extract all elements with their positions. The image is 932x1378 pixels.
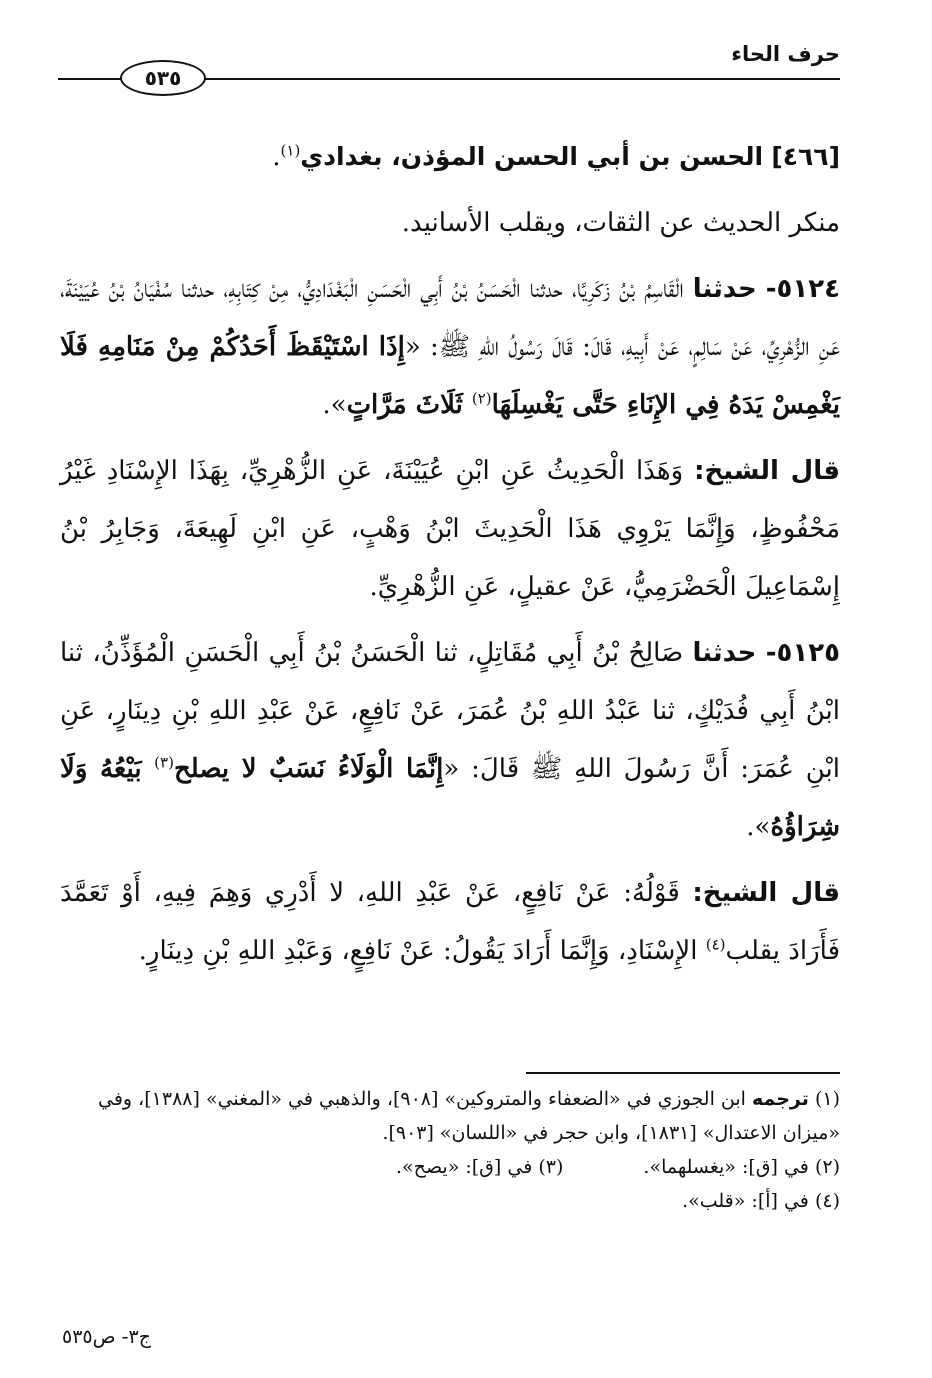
hadith-5124 — [60, 260, 840, 434]
hadith-lead: حدثنا — [692, 274, 757, 304]
volume-page-reference: ج٣- ص٥٣٥ — [62, 1326, 151, 1348]
footnote-mark: (١) — [814, 1088, 840, 1110]
comment-text-end: الإِسْنَادِ، وَإِنَّمَا أَرَادَ يَقُولُ: عَنْ نَافِعٍ، وَعَبْدِ اللهِ بْنِ دِينَارٍ. — [138, 936, 706, 966]
footnote-bold-word: ترجمه — [751, 1088, 809, 1110]
footnote-4 — [60, 1184, 840, 1218]
hadith-5125 — [60, 624, 840, 856]
hadith-lead: حدثنا — [692, 638, 757, 668]
entry-name: الحسن بن أبي الحسن المؤذن، بغدادي — [300, 142, 764, 171]
hadith-number: ٥١٢٥- — [765, 638, 841, 668]
sheikh-comment-2 — [60, 864, 840, 980]
hadith-isnad: صَالِحُ بْنُ أَبِي مُقَاتِلٍ، ثنا الْحَسَنُ بْنُ أَبِي الْحَسَنِ الْمُؤَذِّنُ، ثنا ابْنُ أَبِي فُدَيْكٍ، ثنا عَبْدُ اللهِ بْنُ عُمَرَ، عَنْ نَافِعٍ، عَنْ عَبْدِ اللهِ بْنِ دِينَارٍ، عَنِ ابْنِ عُمَرَ: أَنَّ رَسُولَ اللهِ ﷺ قَالَ: « — [60, 638, 841, 784]
footnote-text: في [ق]: «يغسلهما». — [643, 1156, 815, 1178]
main-text — [60, 128, 840, 988]
entry-heading-end: . — [272, 142, 281, 172]
footnote-ref-3: (٣) — [154, 753, 174, 772]
comment-label: قال الشيخ: — [692, 878, 841, 908]
footnote-mark: (٣) — [538, 1156, 564, 1178]
footnote-ref-2: (٢) — [471, 389, 492, 408]
hadith-end: ». — [746, 812, 771, 842]
entry-number: [٤٦٦] — [771, 142, 840, 171]
footnote-2 — [643, 1150, 840, 1184]
hadith-isnad: الْقَاسِمُ بْنُ زَكَرِيَّا، حدثنا الْحَسَنُ بْنُ أَبِي الْحَسَنِ الْبَغْدَادِيُّ، مِنْ كِتَابِهِ، حدثنا سُفْيَانُ بْنُ عُيَيْنَةَ، عَنِ الزُّهْرِيِّ، عَنْ سَالِمٍ، عَنْ أَبِيهِ، قَالَ: قَالَ رَسُولُ اللهِ ﷺ: « — [60, 274, 840, 362]
comment-text: قَوْلُهُ: عَنْ نَافِعٍ، عَنْ عَبْدِ اللهِ، لا أَدْرِي وَهِمَ فِيهِ، أَوْ تَعَمَّدَ فَأَرَادَ يقلب — [60, 878, 840, 966]
footnote-rule — [526, 1072, 840, 1074]
hadith-number: ٥١٢٤- — [765, 274, 841, 304]
footnote-3 — [396, 1150, 563, 1184]
hadith-matn-end: بَيْعُهُ وَلَا شِرَاؤُهُ — [60, 754, 840, 842]
hadith-matn-end: ثَلَاثَ مَرَّاتٍ — [346, 390, 472, 420]
footnote-text: ابن الجوزي في «الضعفاء والمتروكين» [٩٠٨]، والذهبي في «المغني» [١٣٨٨]، وفي «ميزان الاعتدال» [١٨٣١]، وابن حجر في «اللسان» [٩٠٣]. — [97, 1088, 840, 1144]
footnote-row-2-3 — [60, 1150, 840, 1184]
chapter-header: حرف الحاء — [731, 42, 840, 66]
entry-heading — [60, 128, 840, 186]
footnote-mark: (٢) — [814, 1156, 840, 1178]
footnote-mark: (٤) — [814, 1190, 840, 1212]
hadith-matn: إِنَّمَا الْوَلَاءُ نَسَبٌ لا يصلح — [173, 754, 444, 784]
footnote-ref-1: (١) — [280, 141, 301, 160]
footnotes — [60, 1082, 840, 1218]
footnote-text: في [ق]: «يصح». — [396, 1156, 539, 1178]
entry-summary: منكر الحديث عن الثقات، ويقلب الأسانيد. — [401, 208, 840, 238]
footnote-ref-4: (٤) — [705, 935, 726, 954]
page-number-oval: ٥٣٥ — [120, 60, 206, 96]
hadith-end: ». — [322, 390, 347, 420]
footnote-text: في [أ]: «قلب». — [682, 1190, 815, 1212]
hadith-matn: إِذَا اسْتَيْقَظَ أَحَدُكُمْ مِنْ مَنَامِهِ فَلَا يَغْمِسْ يَدَهُ فِي الإِنَاءِ حَتَّى يَغْسِلَهَا — [60, 332, 840, 420]
footnote-1 — [60, 1082, 840, 1150]
comment-text: وَهَذَا الْحَدِيثُ عَنِ ابْنِ عُيَيْنَةَ، عَنِ الزُّهْرِيِّ، بِهَذَا الإِسْنَادِ غَيْرُ مَحْفُوظٍ، وَإِنَّمَا يَرْوِي هَذَا الْحَدِيثَ ابْنُ وَهْبٍ، عَنِ ابْنِ لَهِيعَةَ، وَجَابِرُ بْنُ إِسْمَاعِيلَ الْحَضْرَمِيُّ، عَنْ عقيلٍ، عَنِ الزُّهْرِيِّ. — [60, 456, 840, 602]
comment-label: قال الشيخ: — [694, 456, 840, 486]
sheikh-comment-1 — [60, 442, 840, 616]
